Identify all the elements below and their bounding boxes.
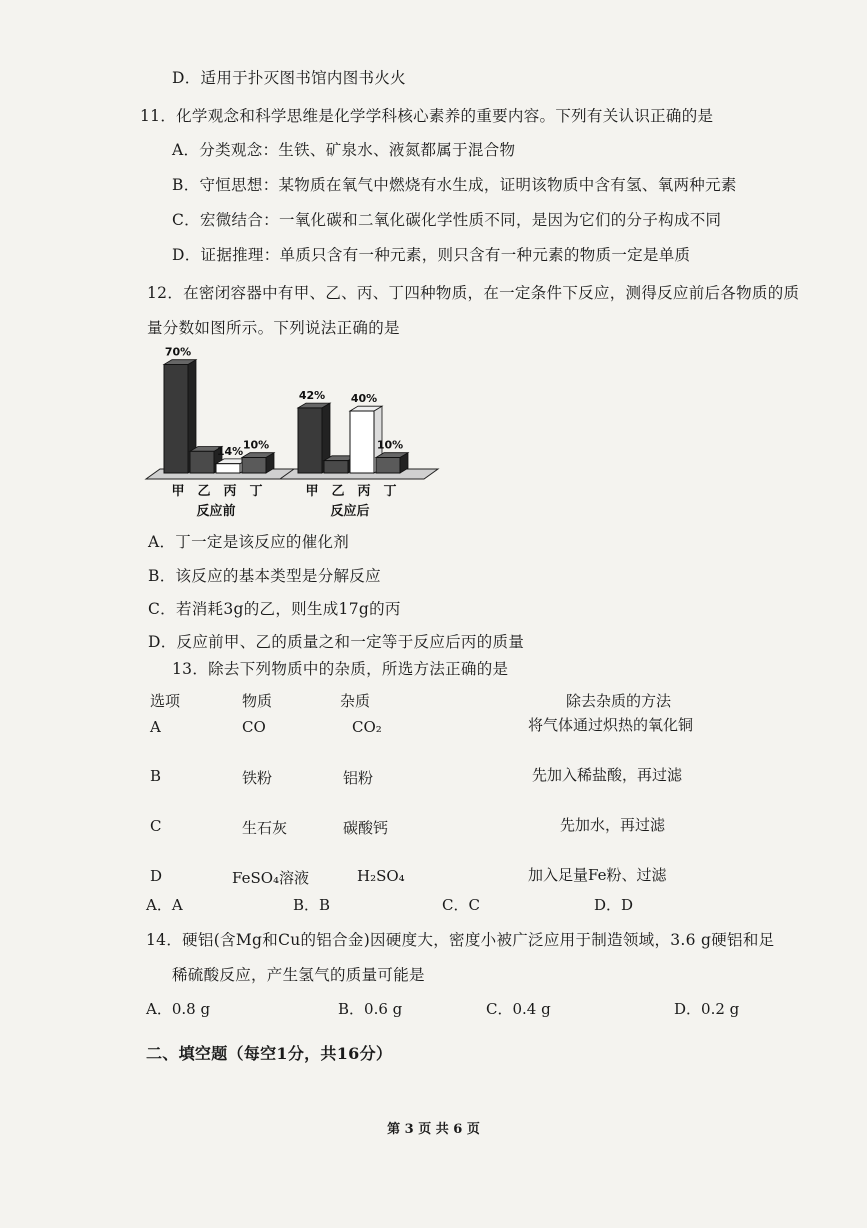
chart-0-value-label-ding: 10% xyxy=(242,438,270,452)
q13-row-d-impurity: H₂SO₄ xyxy=(357,867,405,885)
q13-answer-a: A．A xyxy=(146,896,183,914)
chart-0-category-yi: 乙 xyxy=(197,484,211,499)
q13-row-c-impurity: 碳酸钙 xyxy=(343,819,389,837)
q13-row-c-method: 先加水，再过滤 xyxy=(560,816,666,834)
q12-option-b: B．该反应的基本类型是分解反应 xyxy=(148,567,381,585)
q14-answer-c: C．0.4 g xyxy=(486,1000,551,1018)
chart-1-value-label-ding: 10% xyxy=(376,438,404,452)
chart-0-bar-bing xyxy=(216,464,240,473)
page-footer: 第 3 页 共 6 页 xyxy=(387,1122,480,1137)
q11-option-a: A．分类观念：生铁、矿泉水、液氮都属于混合物 xyxy=(172,141,516,159)
q13-row-d-option: D xyxy=(150,867,163,885)
chart-0-bar-yi xyxy=(190,451,214,473)
chart-1-category-yi: 乙 xyxy=(331,484,345,499)
q13-stem: 13．除去下列物质中的杂质，所选方法正确的是 xyxy=(172,660,509,678)
q13-row-b-substance: 铁粉 xyxy=(242,769,273,787)
q12-stem-line2: 量分数如图所示。下列说法正确的是 xyxy=(147,319,400,337)
q13-row-c-substance: 生石灰 xyxy=(242,819,288,837)
q12-option-c: C．若消耗3g的乙，则生成17g的丙 xyxy=(148,600,401,618)
chart-0-value-label-bing: 14% xyxy=(216,444,244,458)
chart-0-category-bing: 丙 xyxy=(223,484,237,499)
chart-1-bar-ding xyxy=(376,458,400,474)
q13-row-b-option: B xyxy=(150,767,162,785)
q12-option-a: A．丁一定是该反应的催化剂 xyxy=(148,533,350,551)
q13-header-impurity: 杂质 xyxy=(340,692,371,710)
q11-stem: 11．化学观念和科学思维是化学学科核心素养的重要内容。下列有关认识正确的是 xyxy=(140,107,714,125)
q13-row-d-substance: FeSO₄溶液 xyxy=(232,869,310,887)
q13-row-b-impurity: 铝粉 xyxy=(343,769,374,787)
q10-option-d: D．适用于扑灭图书馆内图书火火 xyxy=(172,69,406,87)
chart-1-value-label-jia: 42% xyxy=(298,389,326,403)
chart-1-category-jia: 甲 xyxy=(305,484,319,499)
chart-0-value-label-jia: 70% xyxy=(164,345,192,359)
q11-option-d: D．证据推理：单质只含有一种元素，则只含有一种元素的物质一定是单质 xyxy=(172,246,691,264)
q13-row-d-method: 加入足量Fe粉、过滤 xyxy=(528,866,667,884)
chart-1-value-label-bing: 40% xyxy=(350,392,378,406)
q11-option-c: C．宏微结合：一氧化碳和二氧化碳化学性质不同，是因为它们的分子构成不同 xyxy=(172,211,722,229)
q13-answer-b: B．B xyxy=(293,896,331,914)
q14-answer-a: A．0.8 g xyxy=(146,1000,211,1018)
chart-0-category-jia: 甲 xyxy=(171,484,185,499)
q13-row-a-substance: CO xyxy=(242,718,266,736)
section-title: 二、填空题（每空1分，共16分） xyxy=(146,1044,393,1063)
q12-option-d: D．反应前甲、乙的质量之和一定等于反应后丙的质量 xyxy=(148,633,525,651)
q13-row-a-method: 将气体通过炽热的氧化铜 xyxy=(528,716,694,734)
q13-answer-d: D．D xyxy=(594,896,634,914)
chart-1-bar-yi xyxy=(324,461,348,473)
q12-stem-line1: 12．在密闭容器中有甲、乙、丙、丁四种物质，在一定条件下反应，测得反应前后各物质的质 xyxy=(147,284,800,302)
q14-answer-d: D．0.2 g xyxy=(674,1000,740,1018)
q13-header-method: 除去杂质的方法 xyxy=(566,692,672,710)
q14-answer-b: B．0.6 g xyxy=(338,1000,403,1018)
q13-answer-c: C．C xyxy=(442,896,480,914)
mass-fraction-bar-chart xyxy=(140,345,440,520)
q11-option-b: B．守恒思想：某物质在氧气中燃烧有水生成，证明该物质中含有氢、氧两种元素 xyxy=(172,176,737,194)
q13-row-b-method: 先加入稀盐酸，再过滤 xyxy=(532,766,683,784)
q13-header-option: 选项 xyxy=(150,692,181,710)
q13-row-a-impurity: CO₂ xyxy=(352,718,382,736)
chart-1-category-bing: 丙 xyxy=(357,484,371,499)
q14-stem-line1: 14．硬铝(含Mg和Cu的铝合金)因硬度大，密度小被广泛应用于制造领域，3.6 g硬铝和足 xyxy=(146,931,775,949)
chart-0-group-label: 反应前 xyxy=(196,504,236,519)
chart-0-category-ding: 丁 xyxy=(249,484,263,499)
chart-0-bar-jia xyxy=(164,365,188,474)
q14-stem-line2: 稀硫酸反应，产生氢气的质量可能是 xyxy=(172,966,425,984)
q13-header-substance: 物质 xyxy=(242,692,273,710)
q13-row-a-option: A xyxy=(150,718,161,736)
chart-1-group-label: 反应后 xyxy=(330,504,370,519)
chart-1-category-ding: 丁 xyxy=(383,484,397,499)
chart-0-bar-ding xyxy=(242,458,266,474)
chart-1-bar-bing xyxy=(350,411,374,473)
q13-row-c-option: C xyxy=(150,817,162,835)
chart-1-bar-jia xyxy=(298,408,322,473)
